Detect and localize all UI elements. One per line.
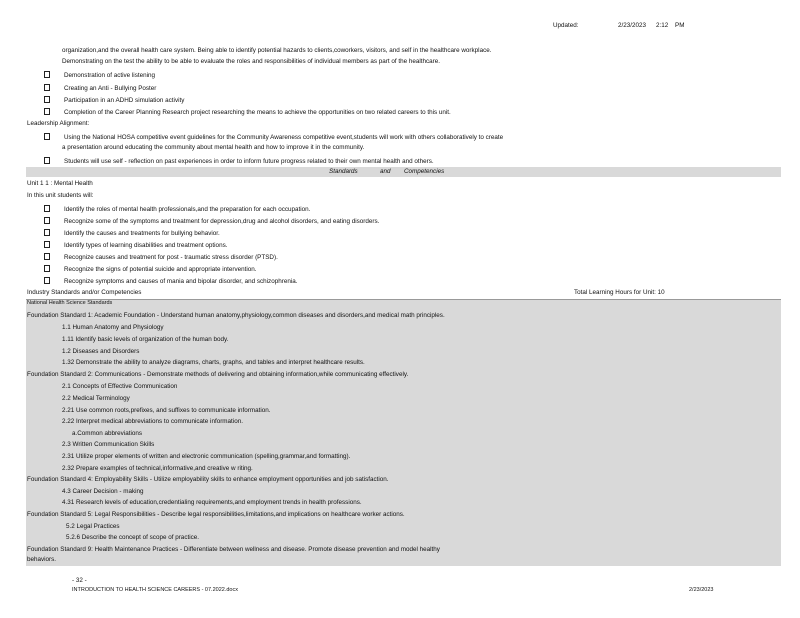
standard-sub: 1.11 Identify basic levels of organization of the human body. [62,336,229,343]
updated-date: 2/23/2023 [618,22,647,29]
standard-sub: a.Common abbreviations [72,430,143,437]
checkbox-icon [44,108,50,115]
checkbox-icon [44,133,50,140]
industry-standards: Industry Standards and/or Competencies [27,289,142,296]
checkbox-icon [44,229,50,236]
standard-sub: 2.31 Utilize proper elements of written and electronic communication (spelling,grammar,and formatting). [62,453,351,460]
standard-sub: 1.32 Demonstrate the ability to analyze diagrams, charts, graphs, and tables and interpret healthcare results. [62,359,365,366]
activity-item: Demonstration of active listening [44,71,797,79]
unit-title: Unit 1 1 : Mental Health [27,180,93,187]
competencies-word: Competencies [404,168,445,175]
standards-word: Standards [329,168,358,175]
checkbox-icon [44,253,50,260]
checkbox-icon [44,265,50,272]
standard-sub: 4.3 Career Decision - making [62,488,144,495]
updated-ampm: PM [675,22,685,29]
footer-doc-name: INTRODUCTION TO HEALTH SCIENCE CAREERS - 07.2022.docx [72,587,238,593]
standard-sub: 1.1 Human Anatomy and Physiology [62,324,164,331]
checkbox-icon [44,241,50,248]
checkbox-icon [44,217,50,224]
objective-item: Identify the causes and treatments for bullying behavior. [44,229,797,237]
objective-item: Recognize the signs of potential suicide and appropriate intervention. [44,265,797,273]
checkbox-icon [44,157,50,164]
intro-line-1: organization,and the overall health care system. Being able to identify potential hazards to clients,coworkers, visitors, and self in the healthcare workplace. [62,47,492,54]
nhs-header-band [26,299,781,309]
leadership-item: Students will use self - reflection on past experiences in order to inform future progress related to their own mental health and others. [44,157,797,165]
standard-sub: 2.2 Medical Terminology [62,395,130,402]
objective-item: Identify the roles of mental health professionals,and the preparation for each occupation. [44,205,797,213]
foundation-standard-9: Foundation Standard 9: Health Maintenance Practices - Differentiate between wellness and disease. Promote disease prevention and model healthy [27,546,440,553]
objective-item: Identify types of learning disabilities and treatment options. [44,241,797,249]
footer-date: 2/23/2023 [689,587,714,593]
standard-sub: 2.21 Use common roots,prefixes, and suffixes to communicate information. [62,407,271,414]
activity-item: Completion of the Career Planning Research project researching the means to achieve the opportunities on two related careers to this unit. [44,108,797,116]
page-number: - 32 - [72,577,87,584]
updated-label: Updated: [553,22,579,29]
total-hours: Total Learning Hours for Unit: 10 [574,289,665,296]
standard-sub: 4.31 Research levels of education,credentialing requirements,and employment trends in health professions. [62,499,362,506]
standard-sub: 2.32 Prepare examples of technical,informative,and creative w riting. [62,465,253,472]
standard-sub: behaviors. [27,556,57,563]
and-word: and [380,168,391,175]
checkbox-icon [44,205,50,212]
activity-item: Participation in an ADHD simulation activity [44,96,797,104]
standard-sub: 2.3 Written Communication Skills [62,441,155,448]
standard-sub: 2.1 Concepts of Effective Communication [62,383,178,390]
standard-sub: 5.2 Legal Practices [66,523,120,530]
activity-item: Creating an Anti - Bullying Poster [44,84,797,92]
nhs-title: National Health Science Standards [27,300,113,306]
checkbox-icon [44,277,50,284]
updated-time: 2:12 [656,22,669,29]
objective-item: Recognize causes and treatment for post - traumatic stress disorder (PTSD). [44,253,797,261]
objective-item: Recognize some of the symptoms and treatment for depression,drug and alcohol disorders, and eating disorders. [44,217,797,225]
leadership-item-cont: a presentation around educating the community about mental health and how to improve it in the community. [62,144,365,151]
foundation-standard-4: Foundation Standard 4: Employability Skills - Utilize employability skills to enhance employment opportunities and job satisfaction. [27,476,389,483]
checkbox-icon [44,71,50,78]
standard-sub: 5.2.6 Describe the concept of scope of practice. [66,534,200,541]
checkbox-icon [44,84,50,91]
standard-sub: 2.22 Interpret medical abbreviations to communicate information. [62,418,243,425]
standard-sub: 1.2 Diseases and Disorders [62,348,140,355]
leadership-item: Using the National HOSA competitive event guidelines for the Community Awareness competitive event,students will work with others collaboratively to create [44,133,797,141]
checkbox-icon [44,96,50,103]
leadership-title: Leadership Alignment: [27,120,90,127]
unit-intro: In this unit students will: [27,192,94,199]
objective-item: Recognize symptoms and causes of mania and bipolar disorder, and schizophrenia. [44,277,797,285]
intro-line-2: Demonstrating on the test the ability to be able to evaluate the roles and responsibilities of individual members as part of the healthcare. [62,58,441,65]
foundation-standard-2: Foundation Standard 2: Communications - Demonstrate methods of delivering and obtaining information,while communicating effectively. [27,371,409,378]
foundation-standard-1: Foundation Standard 1: Academic Foundation - Understand human anatomy,physiology,common diseases and disorders,and medical math principles. [27,312,445,319]
foundation-standard-5: Foundation Standard 5: Legal Responsibilities - Describe legal responsibilities,limitations,and implications on healthcare worker actions. [27,511,405,518]
